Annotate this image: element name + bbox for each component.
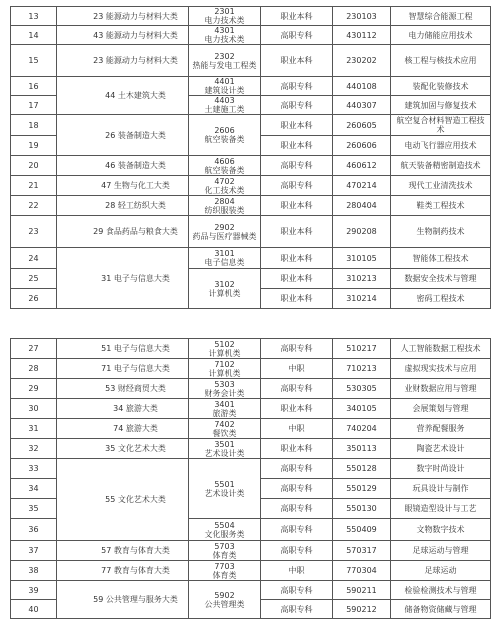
class-cell	[189, 26, 261, 45]
class-cell	[189, 359, 261, 379]
row-number: 16	[11, 77, 57, 96]
major-code-cell: 280404	[333, 196, 391, 216]
table-row	[11, 379, 491, 399]
table-row	[11, 561, 491, 581]
class-cell	[189, 459, 261, 519]
class-cell	[189, 269, 261, 309]
row-number: 25	[11, 269, 57, 289]
major-name-cell: 鞋类工程技术	[391, 196, 491, 216]
major-name-cell: 数字时尚设计	[391, 459, 491, 479]
major-name-cell: 陶瓷艺术设计	[391, 439, 491, 459]
class-code: 2606	[214, 126, 235, 135]
major-name-cell: 装配化装修技术	[391, 77, 491, 96]
category-cell: 46 装备制造大类	[57, 156, 189, 176]
major-code-cell: 470214	[333, 176, 391, 196]
class-code: 4702	[214, 176, 235, 186]
class-name: 艺术设计类	[204, 448, 245, 458]
class-code: 7102	[214, 359, 235, 369]
table-row	[11, 248, 491, 269]
level-cell: 职业本科	[261, 269, 333, 289]
major-name-cell: 眼镜造型设计与工艺	[391, 499, 491, 519]
category-cell: 23 能源动力与材料大类	[57, 7, 189, 26]
row-number: 38	[11, 561, 57, 581]
major-code-cell: 310105	[333, 248, 391, 269]
class-name: 体育类	[212, 570, 237, 580]
class-name: 土建施工类	[204, 105, 245, 114]
class-cell	[189, 541, 261, 561]
category-cell: 53 财经商贸大类	[57, 379, 189, 399]
class-code: 2301	[214, 7, 235, 16]
class-cell	[189, 7, 261, 26]
major-name-cell: 足球运动与管理	[391, 541, 491, 561]
class-code: 2804	[214, 196, 235, 206]
category-cell: 74 旅游大类	[57, 419, 189, 439]
major-code-cell: 310213	[333, 269, 391, 289]
class-name: 航空装备类	[204, 165, 245, 175]
major-code-cell: 430112	[333, 26, 391, 45]
major-code-cell: 710213	[333, 359, 391, 379]
major-name-cell: 智慧综合能源工程	[391, 7, 491, 26]
major-code-cell: 260606	[333, 136, 391, 156]
class-cell	[189, 115, 261, 156]
major-code-cell: 740204	[333, 419, 391, 439]
category-cell: 57 教育与体育大类	[57, 541, 189, 561]
level-cell: 职业本科	[261, 399, 333, 419]
category-cell: 47 生物与化工大类	[57, 176, 189, 196]
level-cell: 高职专科	[261, 339, 333, 359]
major-name-cell: 航空复合材料智造工程技术	[391, 115, 491, 136]
major-name-cell: 生物制药技术	[391, 216, 491, 248]
level-cell: 高职专科	[261, 499, 333, 519]
class-cell	[189, 156, 261, 176]
class-code: 4403	[214, 96, 235, 105]
category-cell: 55 文化艺术大类	[57, 459, 189, 541]
major-name-cell: 密码工程技术	[391, 289, 491, 309]
class-name: 热能与发电工程类	[192, 60, 257, 70]
major-name-cell: 电力储能应用技术	[391, 26, 491, 45]
class-code: 5102	[214, 339, 235, 349]
table-row	[11, 176, 491, 196]
class-name: 电力技术类	[204, 35, 245, 44]
class-name: 电力技术类	[204, 16, 245, 25]
row-number: 28	[11, 359, 57, 379]
major-code-cell: 770304	[333, 561, 391, 581]
level-cell: 高职专科	[261, 600, 333, 619]
row-number: 15	[11, 45, 57, 77]
major-name-cell: 虚拟现实技术与应用	[391, 359, 491, 379]
level-cell: 高职专科	[261, 77, 333, 96]
level-cell: 中职	[261, 419, 333, 439]
row-number: 21	[11, 176, 57, 196]
table-row	[11, 581, 491, 600]
row-number: 30	[11, 399, 57, 419]
row-number: 20	[11, 156, 57, 176]
class-name: 餐饮类	[212, 428, 237, 438]
category-cell: 51 电子与信息大类	[57, 339, 189, 359]
category-cell: 29 食品药品与粮食大类	[57, 216, 189, 248]
major-name-cell: 现代工业清洗技术	[391, 176, 491, 196]
class-name: 公共管理类	[204, 599, 245, 609]
row-number: 23	[11, 216, 57, 248]
class-name: 纺织服装类	[204, 205, 245, 215]
level-cell: 高职专科	[261, 479, 333, 499]
row-number: 36	[11, 519, 57, 541]
category-cell: 44 土木建筑大类	[57, 77, 189, 115]
row-number: 37	[11, 541, 57, 561]
category-cell: 23 能源动力与材料大类	[57, 45, 189, 77]
class-cell	[189, 96, 261, 115]
row-number: 31	[11, 419, 57, 439]
category-cell: 35 文化艺术大类	[57, 439, 189, 459]
major-code-cell: 460612	[333, 156, 391, 176]
major-code-cell: 230103	[333, 7, 391, 26]
class-cell	[189, 519, 261, 541]
class-code: 3501	[214, 439, 235, 449]
class-name: 体育类	[212, 550, 237, 560]
class-cell	[189, 248, 261, 269]
class-name: 建筑设计类	[204, 86, 245, 95]
level-cell: 职业本科	[261, 7, 333, 26]
row-number: 13	[11, 7, 57, 26]
class-code: 7402	[214, 419, 235, 429]
table-row	[11, 216, 491, 248]
class-code: 5303	[214, 379, 235, 389]
class-code: 5703	[214, 541, 235, 551]
level-cell: 职业本科	[261, 216, 333, 248]
row-number: 35	[11, 499, 57, 519]
level-cell: 职业本科	[261, 45, 333, 77]
major-code-cell: 440307	[333, 96, 391, 115]
class-name: 文化服务类	[204, 529, 245, 539]
major-code-cell: 570317	[333, 541, 391, 561]
class-code: 5501	[214, 479, 235, 489]
table-row	[11, 77, 491, 96]
class-code: 3101	[214, 249, 235, 258]
row-number: 19	[11, 136, 57, 156]
major-code-cell: 530305	[333, 379, 391, 399]
class-code: 5504	[214, 520, 235, 530]
category-cell: 26 装备制造大类	[57, 115, 189, 156]
level-cell: 高职专科	[261, 459, 333, 479]
row-number: 40	[11, 600, 57, 619]
major-code-cell: 550128	[333, 459, 391, 479]
level-cell: 高职专科	[261, 96, 333, 115]
major-code-cell: 550129	[333, 479, 391, 499]
major-code-cell: 230202	[333, 45, 391, 77]
class-name: 计算机类	[208, 368, 241, 378]
row-number: 14	[11, 26, 57, 45]
major-name-cell: 足球运动	[391, 561, 491, 581]
class-name: 旅游类	[212, 408, 237, 418]
row-number: 17	[11, 96, 57, 115]
row-number: 24	[11, 248, 57, 269]
class-name: 航空装备类	[204, 135, 245, 144]
major-name-cell: 智能体工程技术	[391, 248, 491, 269]
major-code-cell: 590211	[333, 581, 391, 600]
level-cell: 高职专科	[261, 541, 333, 561]
level-cell: 高职专科	[261, 176, 333, 196]
major-code-cell: 290208	[333, 216, 391, 248]
table-row	[11, 26, 491, 45]
class-code: 3401	[214, 399, 235, 409]
level-cell: 高职专科	[261, 519, 333, 541]
table-row	[11, 541, 491, 561]
major-name-cell: 玩具设计与制作	[391, 479, 491, 499]
major-code-cell: 550130	[333, 499, 391, 519]
level-cell: 职业本科	[261, 196, 333, 216]
class-cell	[189, 419, 261, 439]
class-code: 3102	[214, 279, 235, 289]
major-name-cell: 电动飞行器应用技术	[391, 136, 491, 156]
class-cell	[189, 176, 261, 196]
major-name-cell: 营养配餐服务	[391, 419, 491, 439]
category-cell: 71 电子与信息大类	[57, 359, 189, 379]
class-cell	[189, 581, 261, 619]
major-code-cell: 590212	[333, 600, 391, 619]
level-cell: 职业本科	[261, 289, 333, 309]
category-cell: 28 轻工纺织大类	[57, 196, 189, 216]
category-cell: 34 旅游大类	[57, 399, 189, 419]
class-name: 计算机类	[208, 348, 241, 358]
major-code-cell: 310214	[333, 289, 391, 309]
class-cell	[189, 45, 261, 77]
class-name: 药品与医疗器械类	[192, 231, 257, 241]
category-cell: 59 公共管理与服务大类	[57, 581, 189, 619]
major-name-cell: 会展策划与管理	[391, 399, 491, 419]
major-name-cell: 人工智能数据工程技术	[391, 339, 491, 359]
major-code-cell: 440108	[333, 77, 391, 96]
category-cell: 31 电子与信息大类	[57, 248, 189, 309]
class-name: 计算机类	[208, 288, 241, 298]
major-name-cell: 业财数据应用与管理	[391, 379, 491, 399]
table-row	[11, 419, 491, 439]
class-cell	[189, 379, 261, 399]
level-cell: 中职	[261, 359, 333, 379]
row-number: 33	[11, 459, 57, 479]
major-name-cell: 数据安全技术与管理	[391, 269, 491, 289]
row-number: 22	[11, 196, 57, 216]
major-name-cell: 核工程与核技术应用	[391, 45, 491, 77]
level-cell: 高职专科	[261, 581, 333, 600]
row-number: 34	[11, 479, 57, 499]
row-number: 32	[11, 439, 57, 459]
level-cell: 高职专科	[261, 26, 333, 45]
row-number: 18	[11, 115, 57, 136]
class-code: 2302	[214, 51, 235, 61]
table-row	[11, 115, 491, 136]
class-name: 化工技术类	[204, 185, 245, 195]
table-row	[11, 196, 491, 216]
class-cell	[189, 216, 261, 248]
class-code: 4606	[214, 156, 235, 166]
major-code-cell: 340105	[333, 399, 391, 419]
level-cell: 高职专科	[261, 156, 333, 176]
level-cell: 职业本科	[261, 115, 333, 136]
class-cell	[189, 196, 261, 216]
level-cell: 职业本科	[261, 248, 333, 269]
table-row	[11, 339, 491, 359]
major-name-cell: 建筑加固与修复技术	[391, 96, 491, 115]
table-row	[11, 359, 491, 379]
table-row	[11, 459, 491, 479]
catalog-table-part2	[10, 338, 491, 619]
class-code: 7703	[214, 561, 235, 571]
class-code: 2902	[214, 222, 235, 232]
row-number: 27	[11, 339, 57, 359]
table-row	[11, 399, 491, 419]
row-number: 26	[11, 289, 57, 309]
catalog-table-part1	[10, 6, 491, 309]
class-code: 4301	[214, 26, 235, 35]
table-row	[11, 7, 491, 26]
row-number: 29	[11, 379, 57, 399]
major-name-cell: 文物数字技术	[391, 519, 491, 541]
table-row	[11, 156, 491, 176]
level-cell: 职业本科	[261, 136, 333, 156]
major-name-cell: 航天装备精密制造技术	[391, 156, 491, 176]
category-cell: 43 能源动力与材料大类	[57, 26, 189, 45]
class-cell	[189, 339, 261, 359]
category-cell: 77 教育与体育大类	[57, 561, 189, 581]
class-cell	[189, 439, 261, 459]
level-cell: 中职	[261, 561, 333, 581]
major-code-cell: 550409	[333, 519, 391, 541]
table-row	[11, 439, 491, 459]
major-name-cell: 检验检测技术与管理	[391, 581, 491, 600]
class-name: 电子信息类	[204, 258, 245, 267]
class-cell	[189, 77, 261, 96]
class-cell	[189, 561, 261, 581]
major-code-cell: 510217	[333, 339, 391, 359]
class-code: 5902	[214, 590, 235, 600]
table-row	[11, 45, 491, 77]
class-cell	[189, 399, 261, 419]
class-code: 4401	[214, 77, 235, 86]
major-name-cell: 储备物资储藏与管理	[391, 600, 491, 619]
major-code-cell: 260605	[333, 115, 391, 136]
class-name: 艺术设计类	[204, 488, 245, 498]
row-number: 39	[11, 581, 57, 600]
level-cell: 高职专科	[261, 379, 333, 399]
level-cell: 职业本科	[261, 439, 333, 459]
major-code-cell: 350113	[333, 439, 391, 459]
class-name: 财务会计类	[204, 388, 245, 398]
